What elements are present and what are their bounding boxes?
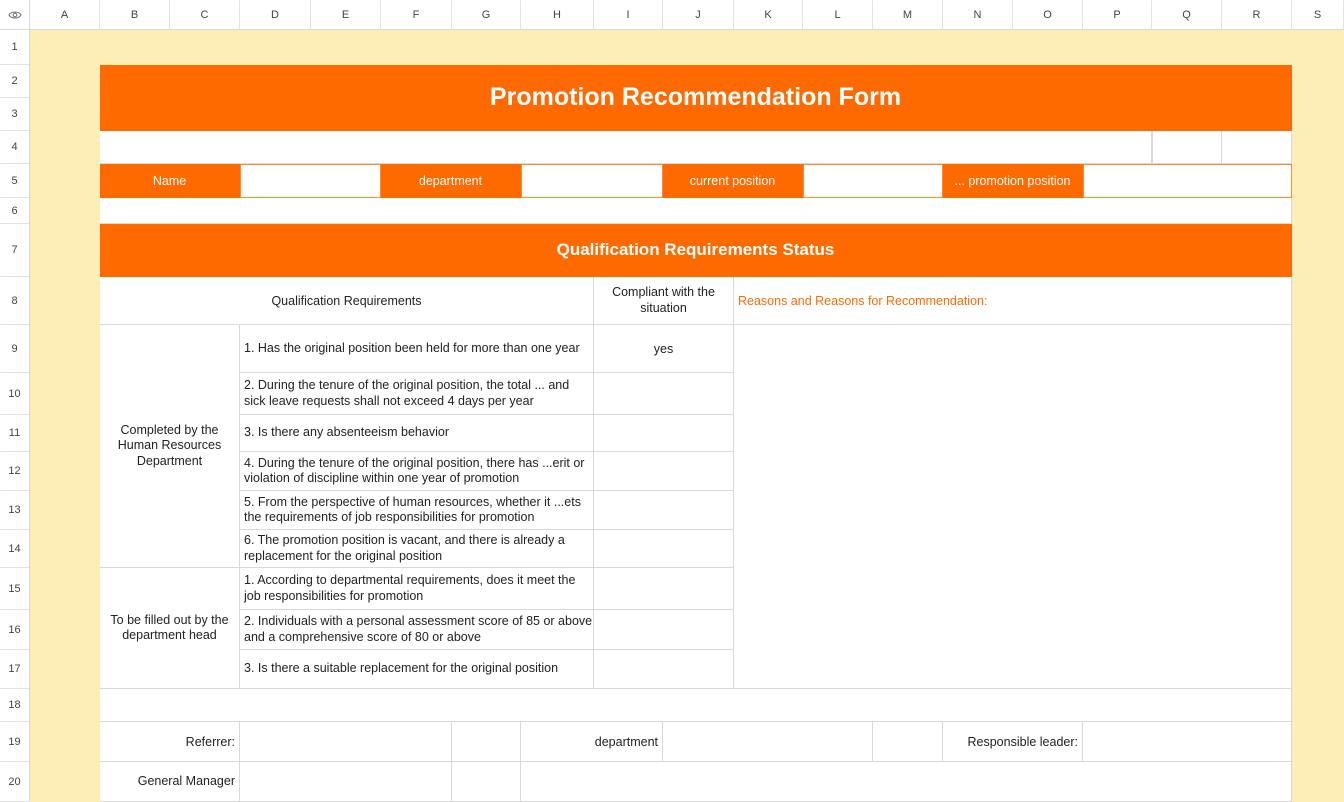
section-title[interactable]: Qualification Requirements Status <box>100 224 1292 277</box>
row-header[interactable]: 7 <box>0 224 30 277</box>
hr-item-3[interactable]: 3. Is there any absenteeism behavior <box>240 415 594 452</box>
department-label: department <box>381 164 521 198</box>
row-header[interactable]: 4 <box>0 131 30 164</box>
blank-row-6[interactable] <box>100 198 1292 224</box>
row-header[interactable]: 11 <box>0 415 30 452</box>
name-label: Name <box>100 164 240 198</box>
cell-g20[interactable] <box>452 762 521 802</box>
column-header[interactable]: A <box>30 0 100 30</box>
compliant-header[interactable]: Compliant with the situation <box>594 277 734 325</box>
column-header[interactable]: E <box>311 0 381 30</box>
column-header[interactable]: I <box>594 0 663 30</box>
hr-item-6-status[interactable] <box>594 530 734 568</box>
general-manager-input[interactable] <box>240 762 452 802</box>
column-header[interactable]: L <box>803 0 873 30</box>
cell-q4[interactable] <box>1152 131 1222 164</box>
select-all-eye-icon[interactable] <box>0 0 30 30</box>
row-header[interactable]: 5 <box>0 164 30 198</box>
column-header[interactable]: S <box>1292 0 1344 30</box>
row-header[interactable]: 18 <box>0 689 30 722</box>
column-header[interactable]: N <box>943 0 1013 30</box>
row-header[interactable]: 16 <box>0 610 30 650</box>
row-header[interactable]: 9 <box>0 325 30 373</box>
column-header[interactable]: F <box>381 0 452 30</box>
reasons-header[interactable]: Reasons and Reasons for Recommendation: <box>734 277 1292 325</box>
cell-g19[interactable] <box>452 722 521 762</box>
responsible-leader-input[interactable] <box>1083 722 1292 762</box>
hr-item-3-status[interactable] <box>594 415 734 452</box>
column-header[interactable]: M <box>873 0 943 30</box>
hr-item-6[interactable]: 6. The promotion position is vacant, and there is already a replacement for the original position <box>240 530 594 568</box>
hr-item-4[interactable]: 4. During the tenure of the original position, there has ...erit or violation of discipline within one year of promotion <box>240 452 594 491</box>
blank-row-4[interactable] <box>100 131 1152 164</box>
column-header[interactable]: B <box>100 0 170 30</box>
current-position-label: current position <box>663 164 803 198</box>
cell-r4[interactable] <box>1222 131 1292 164</box>
department-input[interactable] <box>521 164 663 198</box>
row-header[interactable]: 3 <box>0 98 30 131</box>
column-header[interactable]: C <box>170 0 240 30</box>
row-header[interactable]: 12 <box>0 452 30 491</box>
head-item-3-status[interactable] <box>594 650 734 689</box>
column-header[interactable]: G <box>452 0 521 30</box>
promotion-position-input[interactable] <box>1083 164 1292 198</box>
hr-item-5-status[interactable] <box>594 491 734 530</box>
cell-h20[interactable] <box>521 762 1292 802</box>
row-header[interactable]: 13 <box>0 491 30 530</box>
referrer-input[interactable] <box>240 722 452 762</box>
column-header[interactable]: K <box>734 0 803 30</box>
head-item-3[interactable]: 3. Is there a suitable replacement for the original position <box>240 650 594 689</box>
column-header[interactable]: R <box>1222 0 1292 30</box>
hr-group-label[interactable]: Completed by the Human Resources Department <box>100 325 240 568</box>
hr-item-2-status[interactable] <box>594 373 734 415</box>
row-header[interactable]: 17 <box>0 650 30 689</box>
name-input[interactable] <box>240 164 381 198</box>
column-header[interactable]: P <box>1083 0 1152 30</box>
head-item-2-status[interactable] <box>594 610 734 650</box>
department-footer-input[interactable] <box>663 722 873 762</box>
column-header[interactable]: H <box>521 0 594 30</box>
hr-item-1[interactable]: 1. Has the original position been held for more than one year <box>240 325 594 373</box>
current-position-input[interactable] <box>803 164 943 198</box>
hr-item-4-status[interactable] <box>594 452 734 491</box>
row-header[interactable]: 8 <box>0 277 30 325</box>
blank-row-18[interactable] <box>100 689 1292 722</box>
column-header[interactable]: O <box>1013 0 1083 30</box>
row-header[interactable]: 20 <box>0 762 30 802</box>
hr-item-1-status[interactable]: yes <box>594 325 734 373</box>
referrer-label: Referrer: <box>100 722 240 762</box>
row-header[interactable]: 2 <box>0 65 30 98</box>
head-group-label[interactable]: To be filled out by the department head <box>100 568 240 689</box>
department-footer-label: department <box>521 722 663 762</box>
hr-item-2[interactable]: 2. During the tenure of the original position, the total ... and sick leave requests shall not exceed 4 days per year <box>240 373 594 415</box>
column-header[interactable]: Q <box>1152 0 1222 30</box>
row-header[interactable]: 10 <box>0 373 30 415</box>
responsible-leader-label: Responsible leader: <box>943 722 1083 762</box>
row-header[interactable]: 14 <box>0 530 30 568</box>
head-item-1[interactable]: 1. According to departmental requirements, does it meet the job responsibilities for promotion <box>240 568 594 610</box>
promotion-position-label: ... promotion position <box>943 164 1083 198</box>
row-header[interactable]: 15 <box>0 568 30 610</box>
cell-m19[interactable] <box>873 722 943 762</box>
hr-item-5[interactable]: 5. From the perspective of human resources, whether it ...ets the requirements of job responsibilities for promotion <box>240 491 594 530</box>
column-header[interactable]: D <box>240 0 311 30</box>
head-item-1-status[interactable] <box>594 568 734 610</box>
row-header[interactable]: 19 <box>0 722 30 762</box>
row-header[interactable]: 1 <box>0 30 30 65</box>
reasons-area[interactable] <box>734 325 1292 689</box>
req-header[interactable]: Qualification Requirements <box>100 277 594 325</box>
general-manager-label: General Manager <box>100 762 240 802</box>
row-header[interactable]: 6 <box>0 198 30 224</box>
column-header[interactable]: J <box>663 0 734 30</box>
head-item-2[interactable]: 2. Individuals with a personal assessment score of 85 or above and a comprehensive score of 80 or above <box>240 610 594 650</box>
form-title[interactable]: Promotion Recommendation Form <box>100 65 1292 131</box>
